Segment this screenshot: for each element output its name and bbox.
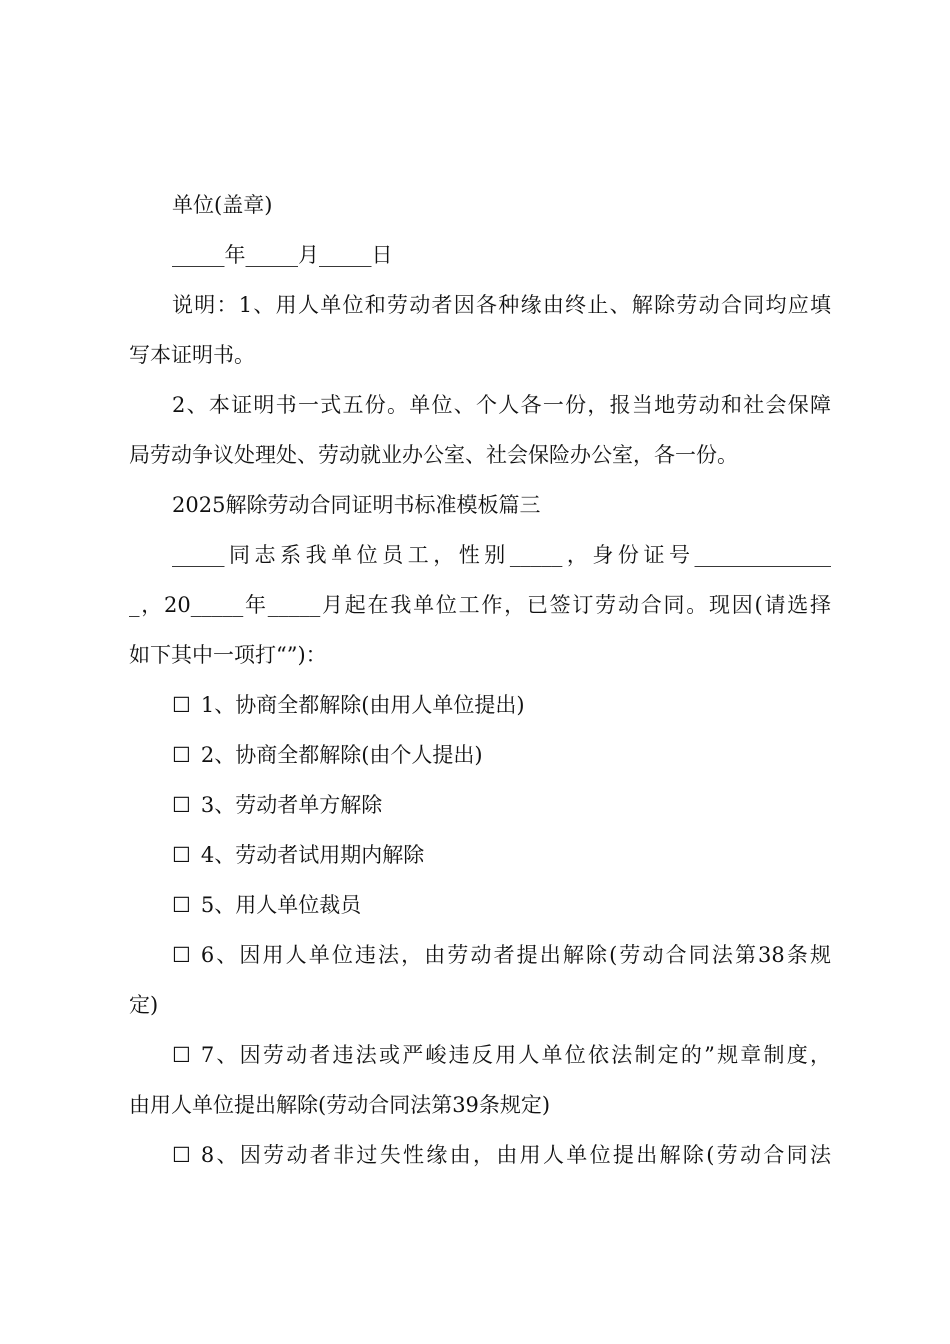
unit-stamp-label: 单位(盖章) [172, 193, 273, 217]
option-4[interactable] [172, 840, 424, 870]
intro-line-1: _____同志系我单位员工，性别_____，身份证号_____________ [172, 543, 831, 567]
checkbox-icon[interactable]: ☐ [172, 743, 191, 767]
option-label: 4、劳动者试用期内解除 [200, 843, 425, 867]
checkbox-icon[interactable]: ☐ [172, 1143, 191, 1167]
checkbox-icon[interactable]: ☐ [172, 793, 191, 817]
option-5[interactable] [172, 890, 361, 920]
option-8[interactable] [172, 1140, 831, 1170]
section-title: 2025解除劳动合同证明书标准模板篇三 [172, 493, 541, 517]
option-label: 7、因劳动者违法或严峻违反用人单位依法制定的”规章制度， [200, 1043, 831, 1067]
option-1[interactable] [172, 690, 525, 720]
note-1-line-1: 说明：1、用人单位和劳动者因各种缘由终止、解除劳动合同均应填 [172, 293, 831, 317]
checkbox-icon[interactable]: ☐ [172, 943, 191, 967]
checkbox-icon[interactable]: ☐ [172, 693, 191, 717]
option-label: 3、劳动者单方解除 [200, 793, 383, 817]
option-label: 2、协商全都解除(由个人提出) [200, 743, 483, 767]
intro-line-2: _，20_____年_____月起在我单位工作，已签订劳动合同。现因(请选择 [129, 593, 831, 617]
note-2-line-2: 局劳动争议处理处、劳动就业办公室、社会保险办公室，各一份。 [129, 443, 738, 467]
option-6[interactable] [172, 940, 831, 970]
option-6-line-2: 定) [129, 993, 159, 1017]
option-label: 1、协商全都解除(由用人单位提出) [200, 693, 525, 717]
option-2[interactable] [172, 740, 483, 770]
checkbox-icon[interactable]: ☐ [172, 893, 191, 917]
checkbox-icon[interactable]: ☐ [172, 1043, 191, 1067]
checkbox-icon[interactable]: ☐ [172, 843, 191, 867]
option-label: 6、因用人单位违法，由劳动者提出解除(劳动合同法第38条规 [200, 943, 831, 967]
note-1-line-2: 写本证明书。 [129, 343, 255, 367]
option-label: 5、用人单位裁员 [200, 893, 362, 917]
note-2-line-1: 2、本证明书一式五份。单位、个人各一份，报当地劳动和社会保障 [172, 393, 831, 417]
option-7[interactable] [172, 1040, 831, 1070]
option-7-line-2: 由用人单位提出解除(劳动合同法第39条规定) [129, 1093, 551, 1117]
intro-line-3: 如下其中一项打“”)： [129, 643, 327, 667]
option-3[interactable] [172, 790, 382, 820]
option-label: 8、因劳动者非过失性缘由，由用人单位提出解除(劳动合同法 [200, 1143, 831, 1167]
date-line: _____年_____月_____日 [172, 243, 393, 267]
